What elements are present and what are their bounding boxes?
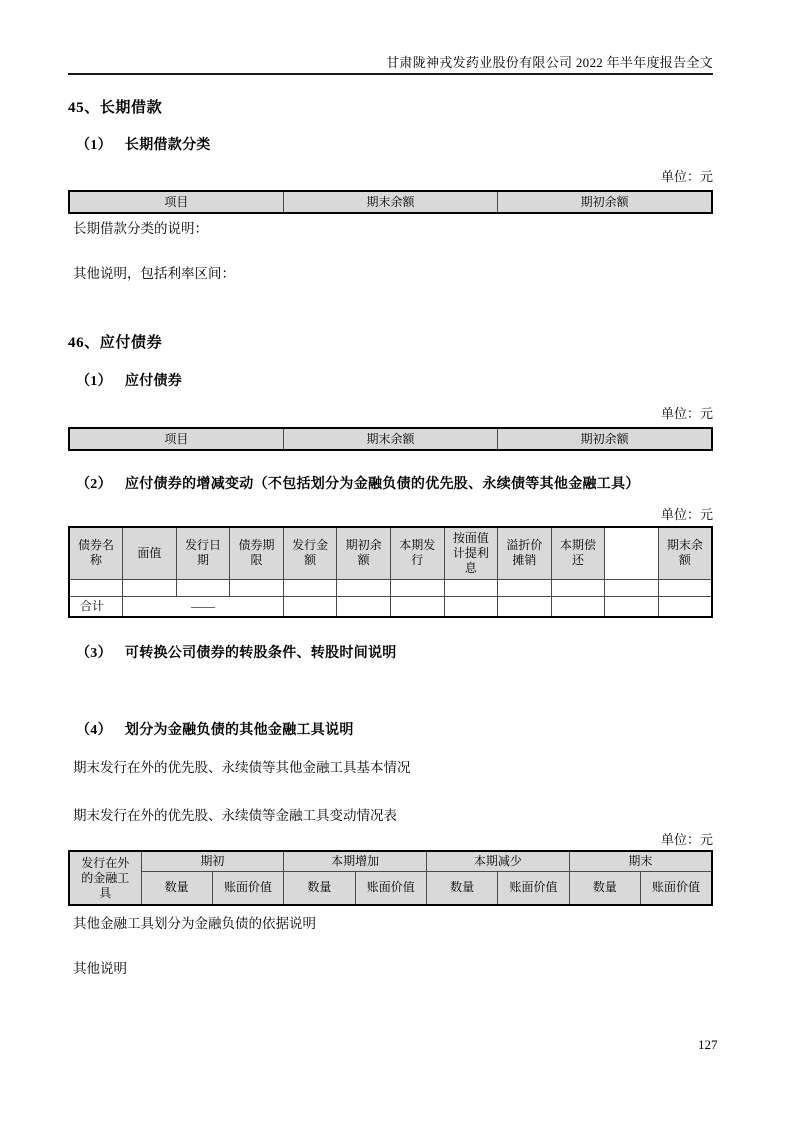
table-sub-header-row bbox=[69, 871, 712, 905]
document-header bbox=[68, 56, 713, 70]
bonds-payable-table bbox=[68, 427, 713, 451]
note-liability-basis: 其他金融工具划分为金融负债的依据说明 bbox=[73, 916, 316, 931]
long-term-loan-table bbox=[68, 190, 713, 214]
sub3-number: （3） bbox=[76, 646, 112, 661]
col-quantity: 数量 bbox=[569, 871, 640, 905]
table-header-row bbox=[69, 527, 712, 579]
empty-cell bbox=[337, 596, 391, 617]
empty-cell bbox=[605, 579, 659, 596]
document-header-title: 甘肃陇神戎发药业股份有限公司 2022 年半年度报告全文 bbox=[386, 55, 713, 70]
empty-cell bbox=[123, 579, 177, 596]
section-45-sub1-heading bbox=[68, 137, 713, 155]
table-header-row bbox=[69, 191, 712, 213]
col-quantity: 数量 bbox=[284, 871, 355, 905]
col-current-issue: 本期发行 bbox=[390, 527, 444, 579]
col-item: 项目 bbox=[69, 191, 283, 213]
empty-cell bbox=[498, 579, 552, 596]
empty-cell bbox=[230, 579, 284, 596]
note-outstanding-basic: 期末发行在外的优先股、永续债等其他金融工具基本情况 bbox=[73, 760, 411, 775]
col-interest-at-par: 按面值计提利息 bbox=[444, 527, 498, 579]
empty-cell bbox=[605, 596, 659, 617]
header-rule bbox=[68, 73, 713, 75]
sub1-number: （1） bbox=[76, 374, 112, 389]
unit-label-4: 单位：元 bbox=[660, 832, 713, 847]
col-closing-balance: 期末余额 bbox=[658, 527, 712, 579]
section-46-sub1-heading bbox=[68, 373, 713, 391]
page-content bbox=[68, 0, 713, 976]
col-outstanding-instruments: 发行在外的金融工具 bbox=[69, 851, 141, 905]
empty-cell bbox=[551, 596, 605, 617]
sub1-number: （1） bbox=[76, 138, 112, 153]
sub3-title: 可转换公司债券的转股条件、转股时间说明 bbox=[124, 646, 397, 661]
group-decrease: 本期减少 bbox=[427, 851, 570, 871]
col-closing-balance: 期末余额 bbox=[283, 428, 497, 450]
empty-cell bbox=[498, 596, 552, 617]
col-par-value: 面值 bbox=[123, 527, 177, 579]
financial-instruments-table bbox=[68, 850, 713, 906]
note-other: 其他说明 bbox=[73, 961, 127, 976]
note-loan-other: 其他说明，包括利率区间： bbox=[73, 266, 235, 281]
empty-cell bbox=[283, 579, 337, 596]
section-46-title: 46、应付债券 bbox=[68, 335, 163, 351]
total-dash-cell: —— bbox=[123, 596, 284, 617]
empty-cell bbox=[390, 579, 444, 596]
sub1-title: 应付债券 bbox=[124, 374, 183, 389]
bond-total-row bbox=[69, 596, 712, 617]
col-bond-term: 债券期限 bbox=[230, 527, 284, 579]
col-opening-balance: 期初余额 bbox=[498, 191, 712, 213]
col-book-value: 账面价值 bbox=[498, 871, 569, 905]
col-book-value: 账面价值 bbox=[212, 871, 283, 905]
table-header-row bbox=[69, 428, 712, 450]
sub1-title: 长期借款分类 bbox=[124, 138, 211, 153]
group-increase: 本期增加 bbox=[284, 851, 427, 871]
col-quantity: 数量 bbox=[427, 871, 498, 905]
col-book-value: 账面价值 bbox=[355, 871, 426, 905]
note-loan-classification: 长期借款分类的说明： bbox=[73, 221, 208, 236]
empty-cell bbox=[176, 579, 230, 596]
unit-label-1: 单位：元 bbox=[660, 169, 713, 184]
unit-label-3: 单位：元 bbox=[660, 507, 713, 522]
section-46-sub4-heading bbox=[68, 722, 713, 740]
col-opening-balance: 期初余额 bbox=[498, 428, 712, 450]
page-number: 127 bbox=[698, 1037, 718, 1052]
empty-cell bbox=[444, 596, 498, 617]
empty-cell bbox=[69, 579, 123, 596]
section-46-sub2-heading bbox=[68, 476, 713, 494]
col-premium-amortization: 溢折价摊销 bbox=[498, 527, 552, 579]
sub2-title: 应付债券的增减变动（不包括划分为金融负债的优先股、永续债等其他金融工具） bbox=[124, 477, 640, 492]
col-closing-balance: 期末余额 bbox=[283, 191, 497, 213]
empty-cell bbox=[337, 579, 391, 596]
unit-label-2: 单位：元 bbox=[660, 406, 713, 421]
sub4-number: （4） bbox=[76, 723, 112, 738]
empty-cell bbox=[658, 579, 712, 596]
sub4-title: 划分为金融负债的其他金融工具说明 bbox=[124, 723, 354, 738]
note-outstanding-change: 期末发行在外的优先股、永续债等金融工具变动情况表 bbox=[73, 808, 397, 823]
col-issue-date: 发行日期 bbox=[176, 527, 230, 579]
table-group-header-row bbox=[69, 851, 712, 871]
col-blank bbox=[605, 527, 659, 579]
empty-cell bbox=[658, 596, 712, 617]
group-opening: 期初 bbox=[141, 851, 284, 871]
bond-empty-row bbox=[69, 579, 712, 596]
section-46-sub3-heading bbox=[68, 645, 713, 663]
col-issue-amount: 发行金额 bbox=[283, 527, 337, 579]
empty-cell bbox=[444, 579, 498, 596]
col-opening-balance: 期初余额 bbox=[337, 527, 391, 579]
group-closing: 期末 bbox=[569, 851, 712, 871]
col-bond-name: 债券名称 bbox=[69, 527, 123, 579]
empty-cell bbox=[390, 596, 444, 617]
col-book-value: 账面价值 bbox=[641, 871, 712, 905]
empty-cell bbox=[283, 596, 337, 617]
col-item: 项目 bbox=[69, 428, 283, 450]
empty-cell bbox=[551, 579, 605, 596]
section-45-title: 45、长期借款 bbox=[68, 100, 163, 116]
col-current-repayment: 本期偿还 bbox=[551, 527, 605, 579]
col-quantity: 数量 bbox=[141, 871, 212, 905]
bond-movement-table bbox=[68, 526, 713, 618]
sub2-number: （2） bbox=[76, 477, 112, 492]
total-label-cell: 合计 bbox=[69, 596, 123, 617]
